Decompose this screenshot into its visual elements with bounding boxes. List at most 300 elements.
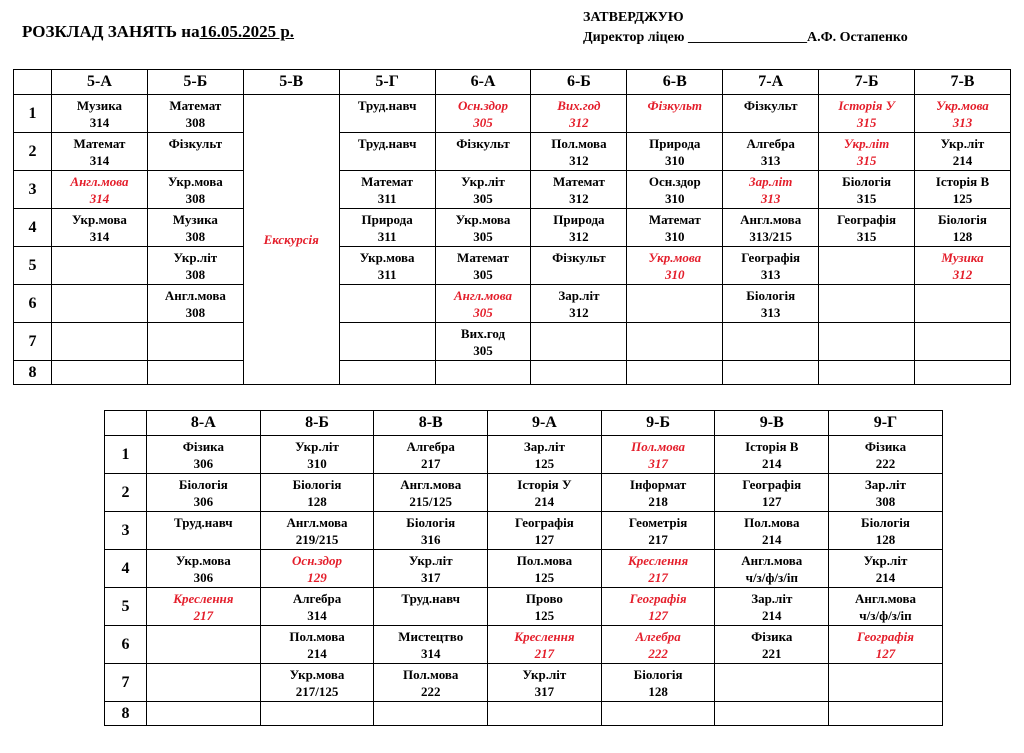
room-number: 313 bbox=[760, 267, 781, 282]
lesson-cell bbox=[374, 512, 488, 550]
subject-name: Математ bbox=[73, 136, 126, 151]
lesson-cell bbox=[147, 247, 243, 285]
subject-name: Укр.літ bbox=[522, 667, 567, 682]
subject-name: Труд.навч bbox=[174, 515, 233, 530]
lesson-cell bbox=[52, 285, 148, 323]
lesson-cell bbox=[339, 95, 435, 133]
lesson bbox=[715, 436, 828, 472]
lesson-cell bbox=[723, 171, 819, 209]
lesson-cell bbox=[627, 323, 723, 361]
subject-name: Пол.мова bbox=[403, 667, 459, 682]
lesson bbox=[147, 512, 260, 531]
lesson-number: 7 bbox=[105, 664, 147, 702]
lesson-cell bbox=[147, 209, 243, 247]
lesson-cell bbox=[829, 436, 943, 474]
room-number: 308 bbox=[185, 229, 206, 244]
lesson-cell bbox=[531, 133, 627, 171]
lesson-number: 2 bbox=[105, 474, 147, 512]
lesson bbox=[261, 436, 374, 472]
lesson bbox=[374, 626, 487, 662]
room-number: 312 bbox=[569, 229, 589, 244]
lesson bbox=[915, 133, 1010, 169]
class-header: 8-А bbox=[147, 411, 261, 436]
lesson-row bbox=[105, 664, 943, 702]
lesson-cell bbox=[374, 550, 488, 588]
room-number: 310 bbox=[665, 191, 685, 206]
lesson-cell bbox=[435, 209, 531, 247]
subject-name: Укр.літ bbox=[863, 553, 908, 568]
room-number: 312 bbox=[952, 267, 973, 282]
subject-name: Прово bbox=[525, 591, 563, 606]
room-number: ч/з/ф/з/іп bbox=[859, 608, 912, 623]
lesson bbox=[261, 550, 374, 586]
lesson-cell bbox=[374, 474, 488, 512]
room-number: 305 bbox=[473, 305, 493, 320]
room-number: 306 bbox=[193, 456, 214, 471]
lesson bbox=[602, 436, 715, 472]
lesson bbox=[829, 512, 942, 548]
lesson-cell bbox=[723, 209, 819, 247]
lesson-row bbox=[14, 323, 1011, 361]
subject-name: Географія bbox=[629, 591, 687, 606]
lesson bbox=[915, 95, 1010, 131]
lesson-cell bbox=[147, 285, 243, 323]
subject-name: Зар.літ bbox=[749, 174, 793, 189]
lesson bbox=[340, 133, 435, 152]
lesson-cell bbox=[829, 588, 943, 626]
lesson-cell bbox=[627, 133, 723, 171]
room-number: 214 bbox=[952, 153, 973, 168]
lesson-cell bbox=[819, 361, 915, 385]
lesson bbox=[374, 436, 487, 472]
subject-name: Зар.літ bbox=[751, 591, 793, 606]
lesson-cell bbox=[147, 664, 261, 702]
lesson-row bbox=[105, 588, 943, 626]
room-number: 214 bbox=[534, 494, 555, 509]
lesson-cell bbox=[435, 247, 531, 285]
subject-name: Укр.мова bbox=[167, 174, 223, 189]
room-number: 221 bbox=[762, 646, 782, 661]
lesson-cell bbox=[339, 323, 435, 361]
lesson-cell bbox=[819, 209, 915, 247]
room-number: 312 bbox=[569, 153, 589, 168]
lesson-cell bbox=[819, 171, 915, 209]
room-number: 313 bbox=[760, 191, 781, 206]
lesson bbox=[436, 209, 531, 245]
class-header: 7-Б bbox=[819, 70, 915, 95]
lesson-cell bbox=[829, 626, 943, 664]
lesson bbox=[819, 95, 914, 131]
lesson bbox=[819, 209, 914, 245]
lesson-cell bbox=[915, 133, 1011, 171]
lesson bbox=[915, 171, 1010, 207]
subject-name: Труд.навч bbox=[401, 591, 461, 606]
lesson bbox=[340, 171, 435, 207]
room-number: 317 bbox=[420, 570, 441, 585]
lesson-cell bbox=[339, 247, 435, 285]
room-number: 127 bbox=[762, 494, 782, 509]
lesson-cell bbox=[715, 588, 829, 626]
lesson-cell bbox=[374, 588, 488, 626]
lesson-cell bbox=[147, 95, 243, 133]
lesson-cell bbox=[715, 550, 829, 588]
lesson-number: 7 bbox=[14, 323, 52, 361]
lesson-cell bbox=[339, 133, 435, 171]
lesson-row bbox=[14, 361, 1011, 385]
subject-name: Математ bbox=[552, 174, 605, 189]
lesson-cell bbox=[488, 702, 602, 726]
lesson-cell bbox=[829, 664, 943, 702]
room-number: 312 bbox=[569, 305, 589, 320]
lesson bbox=[488, 550, 601, 586]
class-header: 6-А bbox=[435, 70, 531, 95]
lesson-cell bbox=[915, 285, 1011, 323]
subject-name: Біологія bbox=[746, 288, 796, 303]
lesson bbox=[374, 588, 487, 607]
class-header: 9-А bbox=[488, 411, 602, 436]
lesson-cell bbox=[715, 702, 829, 726]
lesson-number: 1 bbox=[14, 95, 52, 133]
lesson bbox=[829, 626, 942, 662]
lesson-cell bbox=[435, 285, 531, 323]
lesson bbox=[723, 209, 818, 245]
lesson-cell bbox=[260, 664, 374, 702]
lesson-cell bbox=[915, 323, 1011, 361]
lesson bbox=[374, 474, 487, 510]
room-number: 313 bbox=[952, 115, 973, 130]
lesson bbox=[829, 588, 942, 624]
subject-name: Фізкульт bbox=[647, 98, 703, 113]
room-number: 314 bbox=[89, 191, 110, 206]
lesson bbox=[340, 209, 435, 245]
room-number: 310 bbox=[665, 153, 685, 168]
subject-name: Фізика bbox=[182, 439, 224, 454]
room-number: 313/215 bbox=[749, 229, 792, 244]
subject-name: Біологія bbox=[938, 212, 987, 227]
lesson-cell bbox=[488, 512, 602, 550]
lesson bbox=[52, 133, 147, 169]
lesson bbox=[52, 95, 147, 131]
subject-name: Геометрія bbox=[628, 515, 688, 530]
lesson-cell bbox=[147, 361, 243, 385]
subject-name: Фізкульт bbox=[743, 98, 798, 113]
lesson bbox=[52, 171, 147, 207]
subject-name: Пол.мова bbox=[551, 136, 607, 151]
room-number: 308 bbox=[185, 305, 206, 320]
room-number: 217 bbox=[193, 608, 214, 623]
lesson-cell bbox=[339, 171, 435, 209]
room-number: 127 bbox=[534, 532, 555, 547]
subject-name: Математ bbox=[648, 212, 701, 227]
room-number: 129 bbox=[307, 570, 327, 585]
lesson bbox=[723, 247, 818, 283]
room-number: 217/125 bbox=[295, 684, 339, 699]
lesson-cell bbox=[819, 95, 915, 133]
lesson-cell bbox=[723, 323, 819, 361]
lesson-cell bbox=[52, 171, 148, 209]
room-number: 308 bbox=[185, 115, 206, 130]
room-number: 310 bbox=[665, 229, 685, 244]
approval-block bbox=[583, 8, 908, 48]
room-number: 217 bbox=[420, 456, 441, 471]
subject-name: Природа bbox=[361, 212, 413, 227]
subject-name: Географія bbox=[742, 477, 802, 492]
lesson-cell bbox=[601, 626, 715, 664]
lesson-cell bbox=[715, 512, 829, 550]
title-prefix: РОЗКЛАД ЗАНЯТЬ на bbox=[22, 22, 200, 41]
lesson-row bbox=[105, 474, 943, 512]
subject-name: Англ.мова bbox=[854, 591, 916, 606]
lesson-cell bbox=[435, 133, 531, 171]
class-header: 8-Б bbox=[260, 411, 374, 436]
lesson-number: 3 bbox=[14, 171, 52, 209]
room-number: 128 bbox=[648, 684, 668, 699]
lesson-number: 3 bbox=[105, 512, 147, 550]
lesson bbox=[340, 247, 435, 283]
subject-name: Історія У bbox=[838, 98, 895, 113]
lesson bbox=[715, 626, 828, 662]
subject-name: Зар.літ bbox=[523, 439, 565, 454]
subject-name: Укр.мова bbox=[72, 212, 127, 227]
lesson-cell bbox=[819, 323, 915, 361]
lesson bbox=[436, 171, 531, 207]
lesson bbox=[340, 95, 435, 114]
lesson bbox=[436, 285, 531, 321]
lesson bbox=[436, 133, 531, 152]
lesson bbox=[602, 474, 715, 510]
room-number: 308 bbox=[875, 494, 896, 509]
subject-name: Фізкульт bbox=[456, 136, 510, 151]
lesson bbox=[723, 285, 818, 321]
schedule-date: 16.05.2025 р. bbox=[199, 22, 295, 41]
lesson-cell bbox=[829, 702, 943, 726]
lesson-cell bbox=[531, 323, 627, 361]
room-number: 314 bbox=[89, 115, 110, 130]
subject-name: Креслення bbox=[627, 553, 689, 568]
lesson-cell bbox=[52, 133, 148, 171]
lesson-cell bbox=[915, 247, 1011, 285]
lesson-cell bbox=[488, 664, 602, 702]
lesson-cell bbox=[627, 247, 723, 285]
subject-name: Інформат bbox=[629, 477, 687, 492]
room-number: 128 bbox=[307, 494, 327, 509]
lesson-cell bbox=[627, 361, 723, 385]
lesson-cell bbox=[715, 436, 829, 474]
room-number: 217 bbox=[534, 646, 555, 661]
lesson bbox=[602, 512, 715, 548]
lesson-cell bbox=[435, 323, 531, 361]
room-number: 312 bbox=[569, 115, 589, 130]
lesson bbox=[715, 512, 828, 548]
lesson bbox=[147, 436, 260, 472]
lesson bbox=[715, 588, 828, 624]
subject-name: Природа bbox=[649, 136, 701, 151]
lesson-cell bbox=[627, 209, 723, 247]
room-number: 219/215 bbox=[295, 532, 339, 547]
lesson bbox=[488, 588, 601, 624]
room-number: 315 bbox=[856, 229, 877, 244]
lesson-cell bbox=[147, 550, 261, 588]
room-number: 125 bbox=[534, 608, 555, 623]
subject-name: Англ.мова bbox=[741, 553, 803, 568]
subject-name: Географія bbox=[514, 515, 574, 530]
subject-name: Труд.навч bbox=[357, 98, 417, 113]
schedule-title bbox=[22, 22, 294, 42]
lesson bbox=[148, 209, 243, 245]
subject-name: Музика bbox=[76, 98, 122, 113]
lesson-cell bbox=[829, 474, 943, 512]
lesson-row bbox=[14, 209, 1011, 247]
class-header: 9-Г bbox=[829, 411, 943, 436]
lesson-cell bbox=[627, 171, 723, 209]
room-number: 214 bbox=[762, 456, 782, 471]
lesson-number: 8 bbox=[14, 361, 52, 385]
subject-name: Математ bbox=[169, 98, 222, 113]
lesson-cell bbox=[260, 626, 374, 664]
subject-name: Англ.мова bbox=[740, 212, 802, 227]
lesson bbox=[723, 133, 818, 169]
class-header: 5-В bbox=[243, 70, 339, 95]
room-number: 314 bbox=[307, 608, 327, 623]
lesson bbox=[148, 171, 243, 207]
subject-name: Осн.здор bbox=[292, 553, 343, 568]
lesson-cell bbox=[723, 133, 819, 171]
corner-cell bbox=[14, 70, 52, 95]
class-header: 5-А bbox=[52, 70, 148, 95]
subject-name: Укр.мова bbox=[936, 98, 989, 113]
lesson-cell bbox=[601, 702, 715, 726]
subject-name: Біологія bbox=[406, 515, 456, 530]
room-number: 222 bbox=[420, 684, 441, 699]
lesson bbox=[488, 664, 601, 700]
lesson-cell bbox=[915, 361, 1011, 385]
lesson-cell bbox=[147, 474, 261, 512]
subject-name: Вих.год bbox=[557, 98, 601, 113]
class-header: 5-Г bbox=[339, 70, 435, 95]
room-number: 313 bbox=[760, 153, 781, 168]
excursion-cell: Екскурсія bbox=[243, 95, 339, 385]
lesson-number: 1 bbox=[105, 436, 147, 474]
class-header: 9-Б bbox=[601, 411, 715, 436]
lesson bbox=[374, 664, 487, 700]
lesson bbox=[829, 474, 942, 510]
lesson-cell bbox=[488, 588, 602, 626]
class-header: 6-В bbox=[627, 70, 723, 95]
lesson bbox=[488, 436, 601, 472]
lesson-cell bbox=[374, 436, 488, 474]
lesson bbox=[531, 285, 626, 321]
room-number: 314 bbox=[420, 646, 441, 661]
subject-name: Англ.мова bbox=[70, 174, 129, 189]
lesson-cell bbox=[915, 171, 1011, 209]
lesson-cell bbox=[339, 361, 435, 385]
lesson-cell bbox=[723, 285, 819, 323]
lesson bbox=[602, 626, 715, 662]
subject-name: Історія У bbox=[517, 477, 572, 492]
subject-name: Осн.здор bbox=[458, 98, 508, 113]
class-header: 8-В bbox=[374, 411, 488, 436]
class-header: 6-Б bbox=[531, 70, 627, 95]
lesson-cell bbox=[52, 209, 148, 247]
lesson-cell bbox=[915, 95, 1011, 133]
subject-name: Фізика bbox=[751, 629, 793, 644]
lesson bbox=[819, 171, 914, 207]
class-header: 5-Б bbox=[147, 70, 243, 95]
director-signature-line: Директор ліцею _________________А.Ф. Остапенко bbox=[583, 30, 908, 45]
subject-name: Алгебра bbox=[635, 629, 681, 644]
lesson bbox=[147, 588, 260, 624]
lesson bbox=[52, 209, 147, 245]
subject-name: Фізика bbox=[864, 439, 907, 454]
subject-name: Укр.мова bbox=[289, 667, 345, 682]
class-header: 7-В bbox=[915, 70, 1011, 95]
lesson-cell bbox=[723, 361, 819, 385]
lesson bbox=[147, 474, 260, 510]
lesson-cell bbox=[147, 512, 261, 550]
class-header: 7-А bbox=[723, 70, 819, 95]
lesson bbox=[723, 95, 818, 114]
lesson-cell bbox=[260, 474, 374, 512]
lesson bbox=[627, 171, 722, 207]
lesson bbox=[627, 209, 722, 245]
room-number: 214 bbox=[307, 646, 327, 661]
lesson bbox=[602, 550, 715, 586]
lesson-cell bbox=[531, 247, 627, 285]
room-number: 310 bbox=[307, 456, 327, 471]
corner-cell bbox=[105, 411, 147, 436]
room-number: 218 bbox=[648, 494, 668, 509]
lesson-row bbox=[14, 133, 1011, 171]
lesson-row bbox=[105, 436, 943, 474]
subject-name: Укр.мова bbox=[359, 250, 415, 265]
lesson-cell bbox=[531, 171, 627, 209]
lesson bbox=[147, 550, 260, 586]
subject-name: Алгебра bbox=[746, 136, 795, 151]
room-number: 127 bbox=[648, 608, 668, 623]
subject-name: Фізкульт bbox=[168, 136, 223, 151]
lesson-cell bbox=[339, 209, 435, 247]
lesson-cell bbox=[488, 550, 602, 588]
approve-label: ЗАТВЕРДЖУЮ bbox=[583, 10, 684, 25]
lesson-cell bbox=[435, 361, 531, 385]
subject-name: Англ.мова bbox=[400, 477, 462, 492]
lesson bbox=[488, 626, 601, 662]
room-number: 125 bbox=[952, 191, 973, 206]
lesson-cell bbox=[819, 247, 915, 285]
subject-name: Зар.літ bbox=[864, 477, 907, 492]
lesson bbox=[829, 550, 942, 586]
subject-name: Біологія bbox=[861, 515, 910, 530]
room-number: 305 bbox=[473, 343, 493, 358]
subject-name: Біологія bbox=[292, 477, 342, 492]
lesson bbox=[627, 247, 722, 283]
lesson bbox=[829, 436, 942, 472]
lesson-cell bbox=[147, 702, 261, 726]
room-number: 314 bbox=[89, 153, 110, 168]
lesson bbox=[819, 133, 914, 169]
room-number: 308 bbox=[185, 267, 206, 282]
lesson-cell bbox=[715, 664, 829, 702]
lesson bbox=[715, 550, 828, 586]
lesson-cell bbox=[488, 474, 602, 512]
lesson-cell bbox=[52, 323, 148, 361]
room-number: 214 bbox=[762, 532, 782, 547]
subject-name: Укр.літ bbox=[295, 439, 339, 454]
subject-name: Історія В bbox=[935, 174, 990, 189]
lesson bbox=[261, 626, 374, 662]
room-number: 305 bbox=[473, 115, 493, 130]
lesson bbox=[531, 171, 626, 207]
